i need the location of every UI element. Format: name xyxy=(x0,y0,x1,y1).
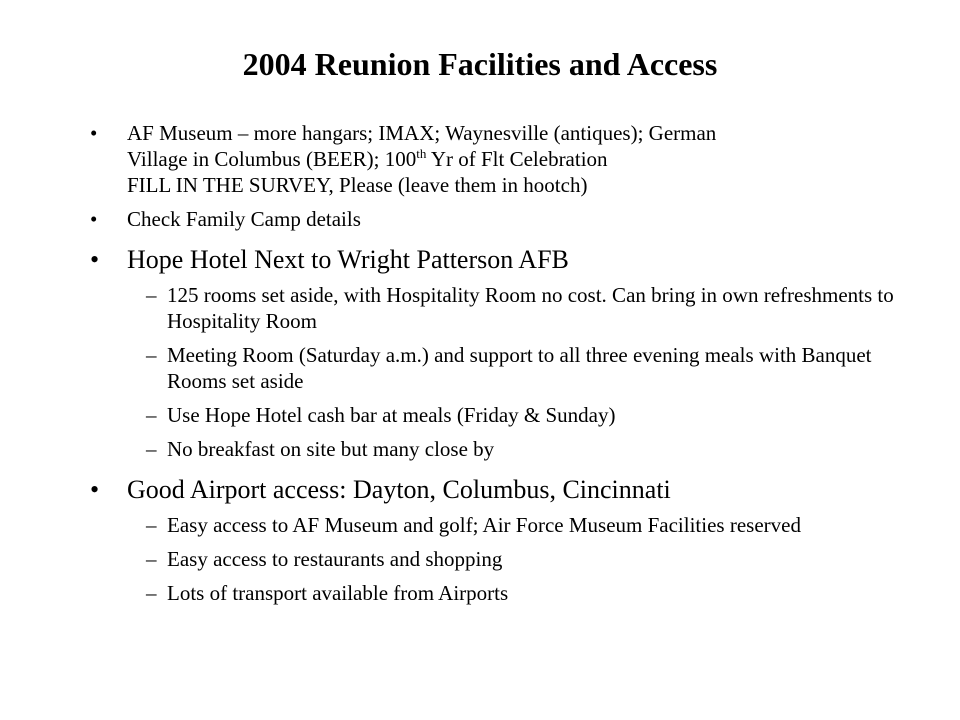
bullet-airport-access xyxy=(0,474,907,506)
dash-marker: – xyxy=(146,437,157,461)
text-segment: Yr of Flt Celebration xyxy=(426,147,608,171)
bullet-text-line: FILL IN THE SURVEY, Please (leave them in hootch) xyxy=(127,173,588,197)
bullet-marker: • xyxy=(90,475,100,504)
bullet-list xyxy=(0,120,960,606)
bullet-family-camp xyxy=(0,206,907,232)
superscript: th xyxy=(416,146,427,161)
bullet-text: Good Airport access: Dayton, Columbus, Cincinnati xyxy=(127,475,671,504)
dash-marker: – xyxy=(146,283,157,307)
sub-bullet-cash-bar xyxy=(0,402,927,428)
sub-bullet-transport xyxy=(0,580,927,606)
dash-marker: – xyxy=(146,403,157,427)
dash-marker: – xyxy=(146,547,157,571)
bullet-marker: • xyxy=(90,121,98,145)
sub-bullet-meeting-room xyxy=(0,342,927,394)
bullet-af-museum xyxy=(0,120,907,198)
sub-bullet-restaurants xyxy=(0,546,927,572)
sub-bullet-text: Easy access to AF Museum and golf; Air Force Museum Facilities reserved xyxy=(167,513,801,537)
dash-marker: – xyxy=(146,343,157,367)
dash-marker: – xyxy=(146,513,157,537)
text-segment: Village in Columbus (BEER); 100 xyxy=(127,147,417,171)
bullet-text: Hope Hotel Next to Wright Patterson AFB xyxy=(127,245,569,274)
dash-marker: – xyxy=(146,581,157,605)
bullet-hope-hotel xyxy=(0,244,907,276)
bullet-text: Check Family Camp details xyxy=(127,207,361,231)
sub-bullet-text: 125 rooms set aside, with Hospitality Room no cost. Can bring in own refreshments to Hospitality Room xyxy=(167,283,894,333)
bullet-text-line xyxy=(127,146,907,172)
sub-bullet-text: Meeting Room (Saturday a.m.) and support to all three evening meals with Banquet Rooms set aside xyxy=(167,343,872,393)
sub-bullet-text: Easy access to restaurants and shopping xyxy=(167,547,503,571)
sub-bullet-breakfast xyxy=(0,436,927,462)
sub-bullet-text: Lots of transport available from Airports xyxy=(167,581,509,605)
bullet-marker: • xyxy=(90,207,98,231)
sub-bullet-text: Use Hope Hotel cash bar at meals (Friday & Sunday) xyxy=(167,403,616,427)
bullet-marker: • xyxy=(90,245,100,274)
bullet-text-line: AF Museum – more hangars; IMAX; Waynesville (antiques); German xyxy=(127,121,717,145)
sub-bullet-rooms xyxy=(0,282,927,334)
slide-title: 2004 Reunion Facilities and Access xyxy=(242,46,718,82)
sub-bullet-af-museum-golf xyxy=(0,512,927,538)
sub-bullet-text: No breakfast on site but many close by xyxy=(167,437,495,461)
